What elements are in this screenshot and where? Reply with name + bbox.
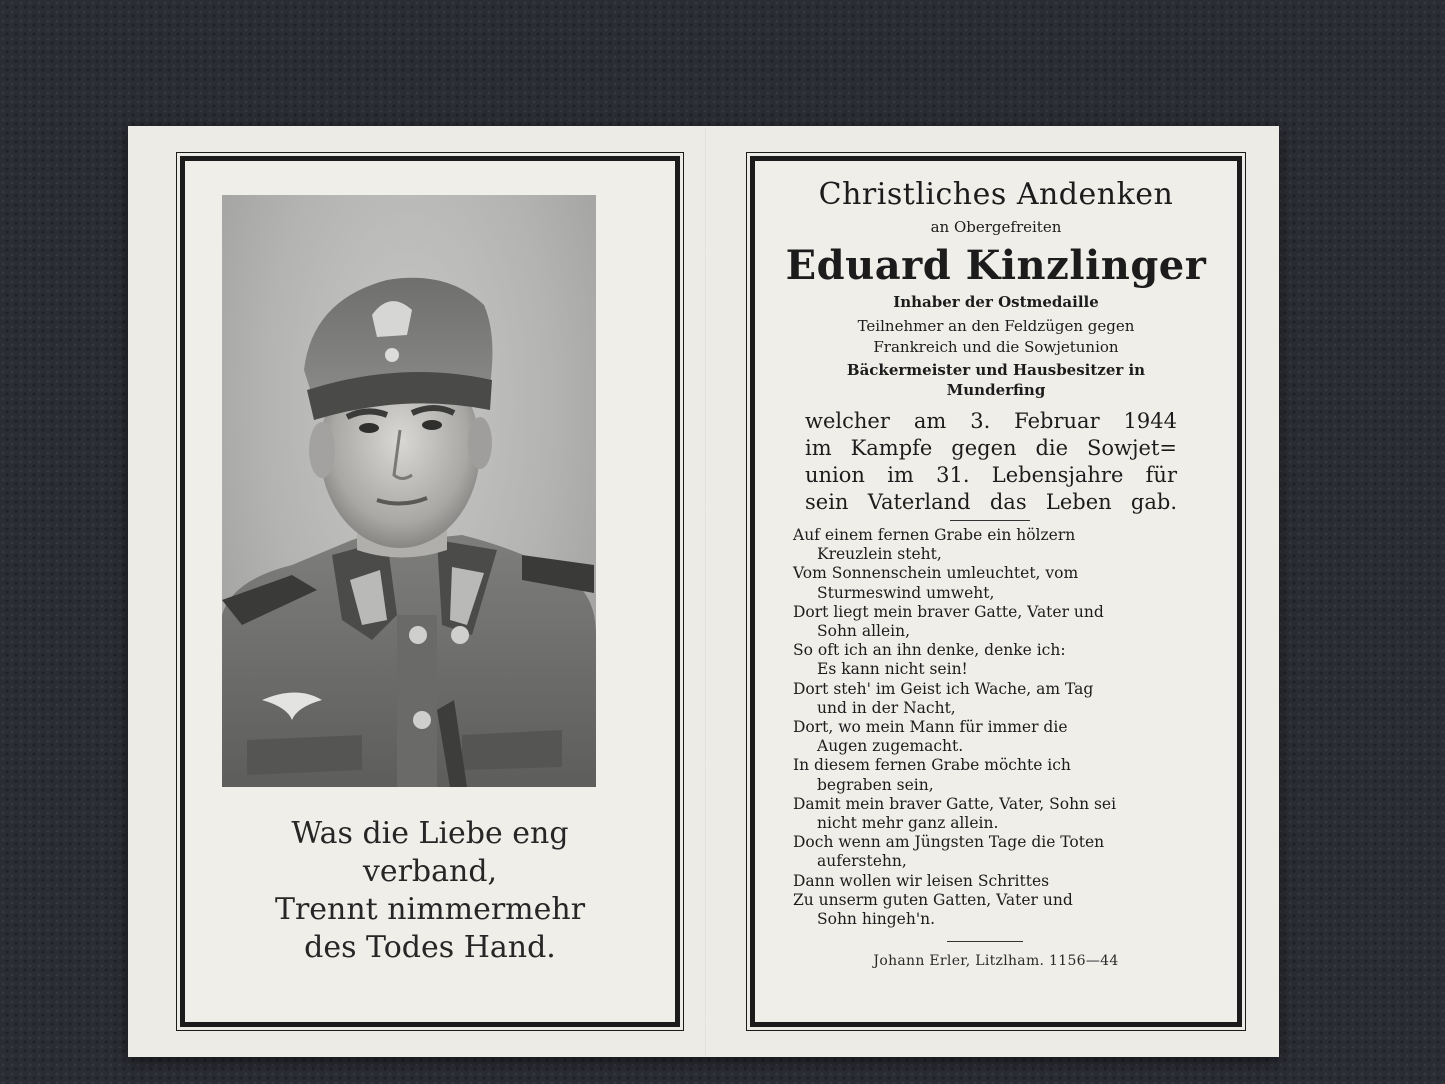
poem-line: nicht mehr ganz allein. <box>817 814 999 833</box>
poem-line: Auf einem fernen Grabe ein hölzern <box>793 526 1076 544</box>
printer-imprint: Johann Erler, Litzlham. 1156—44 <box>873 953 1119 969</box>
poem-line: In diesem fernen Grabe möchte ich <box>793 756 1071 775</box>
poem-line: Zu unserm guten Gatten, Vater und <box>793 890 1073 909</box>
poem-line: Dann wollen wir leisen Schrittes <box>793 871 1050 890</box>
medal-line: Inhaber der Ostmedaille <box>893 293 1099 311</box>
verse-line: Trennt nimmermehr <box>274 892 586 927</box>
poem-line: Dort liegt mein braver Gatte, Vater und <box>793 602 1104 621</box>
campaign-lines <box>760 316 1232 358</box>
verse-line: des Todes Hand. <box>304 930 556 965</box>
poem-line: Vom Sonnenschein umleuchtet, vom <box>793 564 1079 583</box>
poem-line: begraben sein, <box>817 775 934 794</box>
occupation-lines <box>760 360 1232 400</box>
poem-line: Doch wenn am Jüngsten Tage die Toten <box>793 833 1105 852</box>
poem-line: auferstehn, <box>817 852 907 871</box>
divider-rule <box>947 941 1023 942</box>
death-line: union im 31. Lebensjahre für <box>805 463 1177 487</box>
poem-line: Sturmeswind umweht, <box>817 583 995 602</box>
poem-line: Augen zugemacht. <box>817 737 964 756</box>
poem-line: Kreuzlein steht, <box>817 545 942 564</box>
left-verse <box>200 815 660 967</box>
poem-line: Damit mein braver Gatte, Vater, Sohn sei <box>793 794 1117 813</box>
poem-line: Es kann nicht sein! <box>817 660 968 679</box>
poem-line: So oft ich an ihn denke, denke ich: <box>793 641 1066 660</box>
poem-line: Dort, wo mein Mann für immer die <box>793 718 1068 737</box>
occupation-line: Bäckermeister und Hausbesitzer in <box>846 361 1146 379</box>
death-notice <box>805 408 1177 516</box>
verse-line: verband, <box>362 854 498 889</box>
card-fold <box>705 128 707 1056</box>
occupation-line: Munderfing <box>946 381 1046 399</box>
card-title: Christliches Andenken <box>818 177 1174 212</box>
deceased-name: Eduard Kinzlinger <box>785 242 1207 289</box>
death-line: welcher am 3. Februar 1944 <box>805 409 1177 433</box>
poem <box>793 526 1203 929</box>
verse-line: Was die Liebe eng <box>291 816 569 851</box>
poem-line: Sohn hingeh'n. <box>817 910 936 929</box>
campaign-line: Frankreich und die Sowjetunion <box>873 338 1119 356</box>
soldier-portrait <box>222 195 596 787</box>
poem-line: Dort steh' im Geist ich Wache, am Tag <box>793 679 1094 698</box>
rank-line: an Obergefreiten <box>930 218 1062 236</box>
divider-rule <box>950 520 1030 521</box>
death-line: im Kampfe gegen die Sowjet= <box>805 436 1177 460</box>
poem-line: und in der Nacht, <box>817 698 956 717</box>
poem-line: Sohn allein, <box>817 622 911 641</box>
campaign-line: Teilnehmer an den Feldzügen gegen <box>857 317 1135 335</box>
death-line: sein Vaterland das Leben gab. <box>805 490 1177 514</box>
